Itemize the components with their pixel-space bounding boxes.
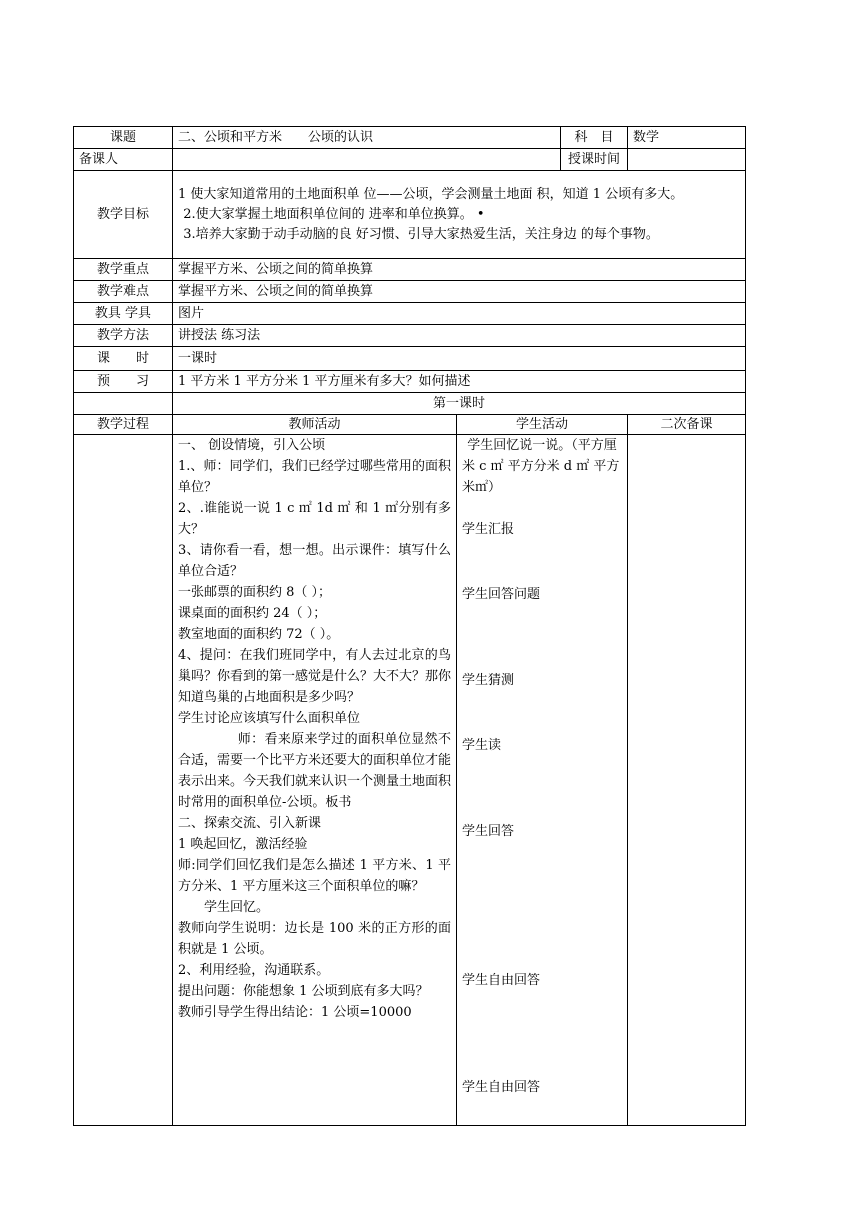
student-line: 学生回答问题 bbox=[462, 587, 541, 602]
student-line: 学生回忆说一说。（平方厘米 c ㎡ 平方分米 d ㎡ 平方米㎡） bbox=[462, 438, 620, 495]
goals-label: 教学目标 bbox=[74, 171, 173, 259]
time-label: 授课时间 bbox=[561, 149, 628, 171]
teacher-line: 学生回忆。 bbox=[204, 900, 270, 915]
tools-row bbox=[74, 303, 746, 325]
subject-label: 科 目 bbox=[561, 127, 628, 149]
topic-row bbox=[74, 127, 746, 149]
teacher-line: 提出问题：你能想象 1 公顷到底有多大吗？ bbox=[178, 984, 429, 999]
process-body-row bbox=[74, 435, 746, 1126]
lesson-plan-table bbox=[73, 126, 746, 1126]
teacher-line: 教师向学生说明：边长是 100 米的正方形的面积就是 1 公顷。 bbox=[178, 921, 451, 957]
teacher-line: 1 唤起回忆，激活经验 bbox=[178, 837, 308, 852]
goal-line-2: 2.使大家掌握土地面积单位间的 进率和单位换算。 • bbox=[183, 206, 485, 222]
teacher-line: 4、提问：在我们班同学中，有人去过北京的鸟巢吗？你看到的第一感觉是什么？大不大？那你知道鸟巢的占地面积是多少吗？ bbox=[178, 648, 452, 705]
teacher-line: 一、 创设情境，引入公顷 bbox=[178, 438, 326, 453]
period-row bbox=[74, 347, 746, 371]
subject-value: 数学 bbox=[628, 127, 746, 149]
tools-label: 教具 学具 bbox=[74, 303, 173, 325]
key-point-value: 掌握平方米、公顷之间的简单换算 bbox=[173, 259, 746, 281]
teacher-line: 1.、师：同学们，我们已经学过哪些常用的面积单位？ bbox=[178, 459, 451, 495]
student-line: 学生汇报 bbox=[462, 522, 515, 537]
process-blank-cell bbox=[74, 435, 173, 1126]
difficulty-row bbox=[74, 281, 746, 303]
time-value bbox=[628, 149, 746, 171]
student-line: 学生回答 bbox=[462, 824, 515, 839]
goals-value bbox=[173, 171, 746, 259]
period-value: 一课时 bbox=[173, 347, 746, 371]
teacher-line: 教室地面的面积约 72（ ）。 bbox=[178, 627, 340, 642]
session-row bbox=[74, 393, 746, 415]
preview-row bbox=[74, 371, 746, 393]
student-activity-header: 学生活动 bbox=[457, 415, 628, 435]
teacher-line: 学生讨论应该填写什么面积单位 bbox=[178, 711, 361, 726]
student-line: 学生猜测 bbox=[462, 673, 515, 688]
student-line: 学生自由回答 bbox=[462, 973, 541, 988]
difficulty-label: 教学难点 bbox=[74, 281, 173, 303]
tools-value: 图片 bbox=[173, 303, 746, 325]
goal-line-1: 1 使大家知道常用的土地面积单 位——公顷，学会测量土地面 积，知道 1 公顷有多大。 bbox=[178, 186, 684, 202]
key-point-label: 教学重点 bbox=[74, 259, 173, 281]
teacher-activity-header: 教师活动 bbox=[173, 415, 457, 435]
teacher-line: 师：看来原来学过的面积单位显然不合适，需要一个比平方米还要大的面积单位才能表示出来。今天我们就来认识一个测量土地面积时常用的面积单位-公顷。板书 bbox=[178, 732, 452, 810]
preview-label: 预 习 bbox=[74, 371, 173, 393]
revision-cell bbox=[628, 435, 746, 1126]
process-header-row bbox=[74, 415, 746, 435]
process-label: 教学过程 bbox=[74, 415, 173, 435]
teacher-line: 3、请你看一看，想一想。出示课件：填写什么单位合适？ bbox=[178, 543, 451, 579]
revision-header: 二次备课 bbox=[628, 415, 746, 435]
key-point-row bbox=[74, 259, 746, 281]
teacher-line: 一张邮票的面积约 8（ ）； bbox=[178, 585, 332, 600]
period-label: 课 时 bbox=[74, 347, 173, 371]
teacher-line: 教师引导学生得出结论：1 公顷=10000 bbox=[178, 1005, 412, 1020]
teacher-line: 师:同学们回忆我们是怎么描述 1 平方米、1 平方分米、1 平方厘米这三个面积单位的嘛？ bbox=[178, 858, 451, 894]
preview-value: 1 平方米 1 平方分米 1 平方厘米有多大？如何描述 bbox=[173, 371, 746, 393]
preparer-value bbox=[173, 149, 561, 171]
session-blank-cell bbox=[74, 393, 173, 415]
method-value: 讲授法 练习法 bbox=[173, 325, 746, 347]
student-line: 学生自由回答 bbox=[462, 1080, 541, 1095]
difficulty-value: 掌握平方米、公顷之间的简单换算 bbox=[173, 281, 746, 303]
session-title: 第一课时 bbox=[173, 393, 746, 415]
teacher-activity-cell bbox=[173, 435, 457, 1126]
topic-label: 课题 bbox=[74, 127, 173, 149]
teacher-line: 课桌面的面积约 24（ ）； bbox=[178, 606, 327, 621]
preparer-label: 备课人 bbox=[74, 149, 173, 171]
preparer-row bbox=[74, 149, 746, 171]
teacher-line: 二、探索交流、引入新课 bbox=[178, 816, 322, 831]
goals-row bbox=[74, 171, 746, 259]
method-row bbox=[74, 325, 746, 347]
goal-line-3: 3.培养大家勤于动手动脑的良 好习惯、引导大家热爱生活，关注身边 的每个事物。 bbox=[183, 226, 659, 242]
teacher-line: 2、.谁能说一说 1 c ㎡ 1d ㎡ 和 1 ㎡分别有多大？ bbox=[178, 501, 451, 537]
method-label: 教学方法 bbox=[74, 325, 173, 347]
student-activity-cell bbox=[457, 435, 628, 1126]
topic-value: 二、公顷和平方米 公顷的认识 bbox=[173, 127, 561, 149]
teacher-line: 2、利用经验，沟通联系。 bbox=[178, 963, 330, 978]
student-line: 学生读 bbox=[462, 738, 502, 753]
